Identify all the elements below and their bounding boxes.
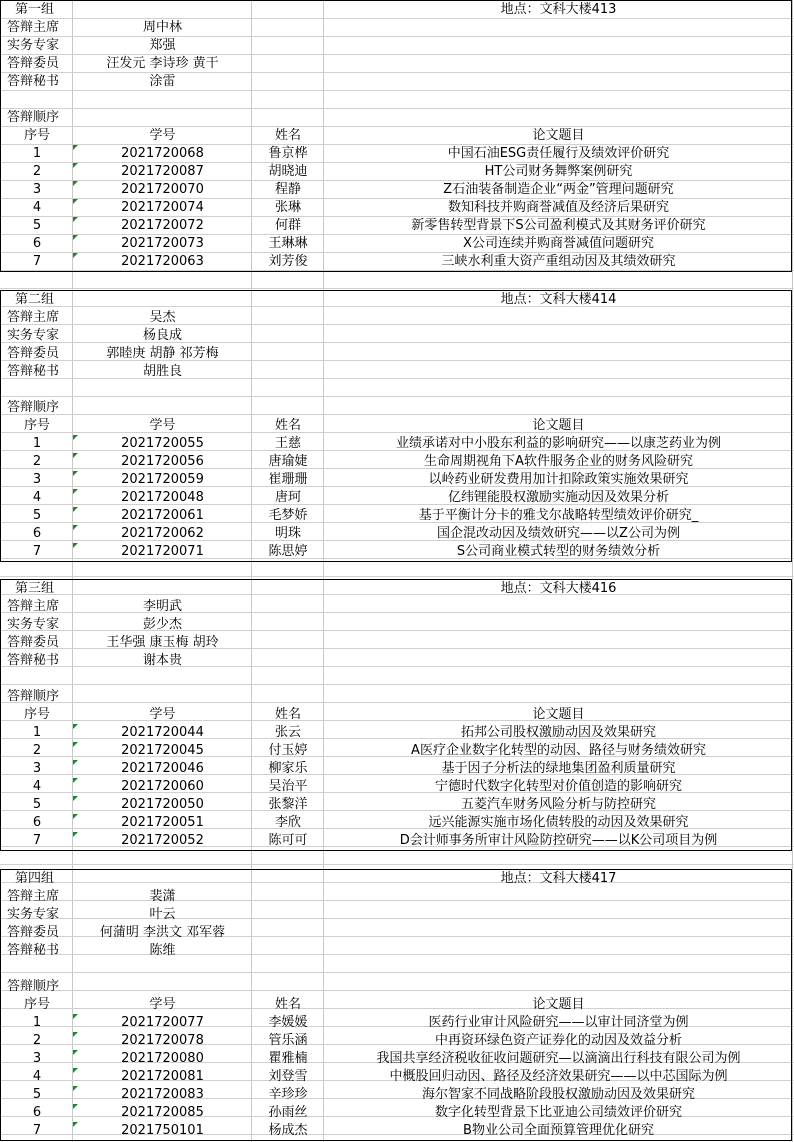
- student-no[interactable]: 3: [32, 761, 42, 776]
- order-label[interactable]: 答辩顺序: [7, 979, 60, 994]
- chair-row: [1, 309, 793, 327]
- student-no[interactable]: 6: [32, 236, 42, 251]
- student-row: [1, 814, 793, 832]
- column-header-row: [1, 417, 793, 435]
- student-name[interactable]: 李媛媛: [268, 1015, 308, 1030]
- thesis-title[interactable]: 五菱汽车财务风险分析与防控研究: [460, 797, 656, 812]
- defense-group: [0, 869, 792, 1141]
- student-row: [1, 525, 793, 543]
- student-row: [1, 453, 793, 471]
- defense-group: [0, 579, 792, 851]
- secretary-row: [1, 73, 793, 91]
- student-id[interactable]: 2021720070: [121, 182, 204, 197]
- student-name[interactable]: 刘芳俊: [268, 254, 308, 269]
- members-value[interactable]: 汪发元 李诗珍 黄干: [106, 56, 219, 71]
- col-header-no[interactable]: 序号: [23, 418, 50, 433]
- student-name[interactable]: 张黎洋: [268, 797, 308, 812]
- student-row: [1, 778, 793, 796]
- student-row: [1, 1032, 793, 1050]
- thesis-title[interactable]: HT公司财务舞弊案例研究: [484, 164, 633, 179]
- student-no[interactable]: 5: [32, 797, 42, 812]
- secretary-value[interactable]: 陈维: [149, 943, 176, 958]
- secretary-label[interactable]: 答辩秘书: [7, 943, 60, 958]
- student-row: [1, 1122, 793, 1140]
- student-name[interactable]: 王琳琳: [268, 236, 308, 251]
- group-header-row: [1, 580, 793, 598]
- expert-label[interactable]: 实务专家: [7, 38, 60, 53]
- student-name[interactable]: 张琳: [274, 200, 301, 215]
- chair-value[interactable]: 裴潇: [149, 889, 176, 904]
- chair-value[interactable]: 周中林: [142, 20, 182, 35]
- thesis-title[interactable]: 以岭药业研发费用加计扣除政策实施效果研究: [428, 472, 689, 487]
- student-row: [1, 1050, 793, 1068]
- thesis-title[interactable]: 远兴能源实施市场化债转股的动因及效果研究: [428, 815, 689, 830]
- thesis-title[interactable]: 中概股回归动因、路径及经济效果研究——以中芯国际为例: [389, 1069, 728, 1084]
- student-row: [1, 435, 793, 453]
- thesis-title[interactable]: 数字化转型背景下比亚迪公司绩效评价研究: [434, 1105, 682, 1120]
- student-name[interactable]: 陈可可: [268, 833, 308, 848]
- student-no[interactable]: 7: [32, 254, 42, 269]
- thesis-title[interactable]: 医药行业审计风险研究——以审计同济堂为例: [428, 1015, 689, 1030]
- thesis-title[interactable]: 海尔智家不同战略阶段股权激励动因及效果研究: [421, 1087, 695, 1102]
- student-id[interactable]: 2021720083: [121, 1087, 204, 1102]
- student-no[interactable]: 5: [32, 218, 42, 233]
- thesis-title[interactable]: 我国共享经济税收征收问题研究—以滴滴出行科技有限公司为例: [376, 1051, 741, 1066]
- student-name[interactable]: 瞿雅楠: [268, 1051, 308, 1066]
- student-name[interactable]: 张云: [274, 725, 301, 740]
- student-id[interactable]: 2021720073: [121, 236, 204, 251]
- student-name[interactable]: 李欣: [274, 815, 301, 830]
- members-value[interactable]: 何蒲明 李洪文 邓军蓉: [99, 925, 226, 940]
- student-name[interactable]: 王慈: [274, 436, 301, 451]
- group-location[interactable]: 地点：文科大楼414: [500, 292, 617, 307]
- student-no[interactable]: 5: [32, 508, 42, 523]
- col-header-no[interactable]: 序号: [23, 997, 50, 1012]
- thesis-title[interactable]: 基于因子分析法的绿地集团盈利质量研究: [441, 761, 676, 776]
- student-no[interactable]: 4: [32, 200, 42, 215]
- student-id[interactable]: 2021720044: [121, 725, 204, 740]
- thesis-title[interactable]: S公司商业模式转型的财务绩效分析: [456, 544, 661, 559]
- student-id[interactable]: 2021720078: [121, 1033, 204, 1048]
- group-name[interactable]: 第四组: [15, 871, 55, 886]
- student-name[interactable]: 付玉婷: [268, 743, 308, 758]
- thesis-title[interactable]: 三峡水利重大资产重组动因及其绩效研究: [441, 254, 676, 269]
- expert-row: [1, 37, 793, 55]
- student-row: [1, 742, 793, 760]
- group-header-row: [1, 870, 793, 888]
- thesis-title[interactable]: 生命周期视角下A软件服务企业的财务风险研究: [424, 454, 693, 469]
- thesis-title[interactable]: 数知科技并购商誉减值及经济后果研究: [447, 200, 669, 215]
- thesis-title[interactable]: B物业公司全面预算管理优化研究: [463, 1123, 654, 1138]
- student-no[interactable]: 6: [32, 815, 42, 830]
- chair-value[interactable]: 李明武: [142, 599, 182, 614]
- student-no[interactable]: 7: [32, 833, 42, 848]
- student-row: [1, 796, 793, 814]
- student-row: [1, 760, 793, 778]
- student-row: [1, 489, 793, 507]
- col-header-name[interactable]: 姓名: [274, 418, 301, 433]
- student-no[interactable]: 2: [32, 164, 42, 179]
- student-name[interactable]: 管乐涵: [268, 1033, 308, 1048]
- student-name[interactable]: 杨成杰: [268, 1123, 308, 1138]
- defense-group: [0, 290, 792, 562]
- expert-row: [1, 327, 793, 345]
- student-no[interactable]: 3: [32, 182, 42, 197]
- student-row: [1, 1014, 793, 1032]
- student-name[interactable]: 吴治平: [268, 779, 308, 794]
- thesis-title[interactable]: 基于平衡计分卡的雅戈尔战略转型绩效评价研究_: [418, 508, 699, 523]
- student-row: [1, 253, 793, 271]
- thesis-title[interactable]: 中国石油ESG责任履行及绩效评价研究: [447, 146, 670, 161]
- secretary-row: [1, 942, 793, 960]
- student-id[interactable]: 2021720061: [121, 508, 204, 523]
- chair-label[interactable]: 答辩主席: [7, 310, 60, 325]
- student-id[interactable]: 2021720056: [121, 454, 204, 469]
- student-name[interactable]: 程静: [274, 182, 301, 197]
- group-location[interactable]: 地点：文科大楼417: [500, 871, 617, 886]
- group-location[interactable]: 地点：文科大楼416: [500, 581, 617, 596]
- group-header-row: [1, 291, 793, 309]
- student-no[interactable]: 6: [32, 526, 42, 541]
- student-id[interactable]: 2021720052: [121, 833, 204, 848]
- student-id[interactable]: 2021720048: [121, 490, 204, 505]
- col-header-id[interactable]: 学号: [149, 128, 176, 143]
- student-name[interactable]: 鲁京桦: [268, 146, 308, 161]
- group-header-row: [1, 1, 793, 19]
- student-name[interactable]: 唐瑜婕: [268, 454, 308, 469]
- col-header-id[interactable]: 学号: [149, 418, 176, 433]
- members-row: [1, 634, 793, 652]
- order-label[interactable]: 答辩顺序: [7, 689, 60, 704]
- student-id[interactable]: 2021720077: [121, 1015, 204, 1030]
- student-row: [1, 507, 793, 525]
- expert-value[interactable]: 彭少杰: [142, 617, 182, 632]
- student-no[interactable]: 5: [32, 1087, 42, 1102]
- student-id[interactable]: 2021720071: [121, 544, 204, 559]
- col-header-name[interactable]: 姓名: [274, 707, 301, 722]
- student-no[interactable]: 4: [32, 1069, 42, 1084]
- col-header-name[interactable]: 姓名: [274, 997, 301, 1012]
- chair-row: [1, 598, 793, 616]
- student-row: [1, 543, 793, 561]
- secretary-value[interactable]: 胡胜良: [142, 364, 182, 379]
- student-name[interactable]: 唐珂: [274, 490, 301, 505]
- secretary-label[interactable]: 答辩秘书: [7, 74, 60, 89]
- student-row: [1, 199, 793, 217]
- thesis-title[interactable]: Z石油装备制造企业“两金”管理问题研究: [443, 182, 674, 197]
- thesis-title[interactable]: 拓邦公司股权激励动因及效果研究: [460, 725, 656, 740]
- members-row: [1, 924, 793, 942]
- secretary-value[interactable]: 谢本贵: [142, 653, 182, 668]
- col-header-title[interactable]: 论文题目: [532, 707, 585, 722]
- student-name[interactable]: 何群: [274, 218, 301, 233]
- secretary-label[interactable]: 答辩秘书: [7, 653, 60, 668]
- thesis-title[interactable]: 亿纬锂能股权激励实施动因及效果分析: [447, 490, 669, 505]
- student-no[interactable]: 3: [32, 472, 42, 487]
- col-header-no[interactable]: 序号: [23, 707, 50, 722]
- expert-label[interactable]: 实务专家: [7, 907, 60, 922]
- column-header-row: [1, 996, 793, 1014]
- student-no[interactable]: 2: [32, 1033, 42, 1048]
- thesis-title[interactable]: 新零售转型背景下S公司盈利模式及其财务评价研究: [411, 218, 706, 233]
- student-name[interactable]: 柳家乐: [268, 761, 308, 776]
- student-row: [1, 1086, 793, 1104]
- student-no[interactable]: 2: [32, 454, 42, 469]
- thesis-title[interactable]: 业绩承诺对中小股东利益的影响研究——以康芝药业为例: [395, 436, 721, 451]
- student-row: [1, 1104, 793, 1122]
- student-name[interactable]: 刘登雪: [268, 1069, 308, 1084]
- secretary-row: [1, 363, 793, 381]
- members-label[interactable]: 答辩委员: [7, 346, 60, 361]
- student-row: [1, 471, 793, 489]
- student-row: [1, 145, 793, 163]
- col-header-name[interactable]: 姓名: [274, 128, 301, 143]
- student-name[interactable]: 崔珊珊: [268, 472, 308, 487]
- column-header-row: [1, 706, 793, 724]
- gridline: [0, 864, 794, 865]
- order-row: [1, 978, 793, 996]
- thesis-title[interactable]: A医疗企业数字化转型的动因、路径与财务绩效研究: [411, 743, 706, 758]
- group-location[interactable]: 地点：文科大楼413: [500, 2, 617, 17]
- student-no[interactable]: 1: [32, 436, 42, 451]
- secretary-value[interactable]: 涂雷: [149, 74, 176, 89]
- student-id[interactable]: 2021720080: [121, 1051, 204, 1066]
- student-row: [1, 163, 793, 181]
- col-header-id[interactable]: 学号: [149, 997, 176, 1012]
- thesis-title[interactable]: X公司连续并购商誉减值问题研究: [463, 236, 654, 251]
- chair-value[interactable]: 吴杰: [149, 310, 176, 325]
- student-id[interactable]: 2021720063: [121, 254, 204, 269]
- student-no[interactable]: 1: [32, 725, 42, 740]
- expert-row: [1, 906, 793, 924]
- gridline: [0, 288, 794, 289]
- members-label[interactable]: 答辩委员: [7, 635, 60, 650]
- student-row: [1, 181, 793, 199]
- chair-row: [1, 19, 793, 37]
- members-row: [1, 55, 793, 73]
- group-name[interactable]: 第一组: [15, 2, 55, 17]
- student-no[interactable]: 4: [32, 490, 42, 505]
- column-header-row: [1, 127, 793, 145]
- student-no[interactable]: 7: [32, 544, 42, 559]
- thesis-title[interactable]: D会计师事务所审计风险防控研究——以K公司项目为例: [399, 833, 718, 848]
- student-no[interactable]: 4: [32, 779, 42, 794]
- student-id[interactable]: 2021720081: [121, 1069, 204, 1084]
- student-name[interactable]: 明珠: [274, 526, 301, 541]
- col-header-no[interactable]: 序号: [23, 128, 50, 143]
- members-value[interactable]: 王华强 康玉梅 胡玲: [106, 635, 219, 650]
- members-value[interactable]: 郭睦庚 胡静 祁芳梅: [106, 346, 219, 361]
- student-name[interactable]: 胡晓迪: [268, 164, 308, 179]
- student-id[interactable]: 2021720072: [121, 218, 204, 233]
- student-no[interactable]: 7: [32, 1123, 42, 1138]
- chair-label[interactable]: 答辩主席: [7, 889, 60, 904]
- thesis-title[interactable]: 中再资环绿色资产证券化的动因及效益分析: [434, 1033, 682, 1048]
- expert-row: [1, 616, 793, 634]
- order-label[interactable]: 答辩顺序: [7, 110, 60, 125]
- thesis-title[interactable]: 宁德时代数字化转型对价值创造的影响研究: [434, 779, 682, 794]
- student-id[interactable]: 2021720045: [121, 743, 204, 758]
- col-header-title[interactable]: 论文题目: [532, 997, 585, 1012]
- student-no[interactable]: 1: [32, 146, 42, 161]
- student-row: [1, 217, 793, 235]
- student-id[interactable]: 2021720059: [121, 472, 204, 487]
- secretary-row: [1, 652, 793, 670]
- student-no[interactable]: 1: [32, 1015, 42, 1030]
- order-row: [1, 109, 793, 127]
- student-id[interactable]: 2021720051: [121, 815, 204, 830]
- student-id[interactable]: 2021720060: [121, 779, 204, 794]
- student-id[interactable]: 2021750101: [121, 1123, 204, 1138]
- student-name[interactable]: 辛珍珍: [268, 1087, 308, 1102]
- expert-value[interactable]: 杨良成: [142, 328, 182, 343]
- order-row: [1, 688, 793, 706]
- expert-label[interactable]: 实务专家: [7, 328, 60, 343]
- student-id[interactable]: 2021720046: [121, 761, 204, 776]
- members-label[interactable]: 答辩委员: [7, 925, 60, 940]
- order-row: [1, 399, 793, 417]
- student-name[interactable]: 陈思婷: [268, 544, 308, 559]
- student-id[interactable]: 2021720085: [121, 1105, 204, 1120]
- order-label[interactable]: 答辩顺序: [7, 400, 60, 415]
- group-name[interactable]: 第三组: [15, 581, 55, 596]
- chair-row: [1, 888, 793, 906]
- student-id[interactable]: 2021720074: [121, 200, 204, 215]
- chair-label[interactable]: 答辩主席: [7, 20, 60, 35]
- student-name[interactable]: 孙雨丝: [268, 1105, 308, 1120]
- student-id[interactable]: 2021720087: [121, 164, 204, 179]
- members-label[interactable]: 答辩委员: [7, 56, 60, 71]
- secretary-label[interactable]: 答辩秘书: [7, 364, 60, 379]
- student-name[interactable]: 毛梦娇: [268, 508, 308, 523]
- members-row: [1, 345, 793, 363]
- student-no[interactable]: 3: [32, 1051, 42, 1066]
- student-id[interactable]: 2021720068: [121, 146, 204, 161]
- student-no[interactable]: 2: [32, 743, 42, 758]
- col-header-id[interactable]: 学号: [149, 707, 176, 722]
- gridline: [0, 576, 794, 577]
- student-no[interactable]: 6: [32, 1105, 42, 1120]
- student-row: [1, 235, 793, 253]
- student-row: [1, 832, 793, 850]
- defense-group: [0, 0, 792, 272]
- expert-value[interactable]: 叶云: [149, 907, 176, 922]
- chair-label[interactable]: 答辩主席: [7, 599, 60, 614]
- expert-label[interactable]: 实务专家: [7, 617, 60, 632]
- student-id[interactable]: 2021720055: [121, 436, 204, 451]
- group-name[interactable]: 第二组: [15, 292, 55, 307]
- expert-value[interactable]: 郑强: [149, 38, 176, 53]
- col-header-title[interactable]: 论文题目: [532, 128, 585, 143]
- student-id[interactable]: 2021720050: [121, 797, 204, 812]
- col-header-title[interactable]: 论文题目: [532, 418, 585, 433]
- thesis-title[interactable]: 国企混改动因及绩效研究——以Z公司为例: [437, 526, 680, 541]
- student-row: [1, 1068, 793, 1086]
- student-row: [1, 724, 793, 742]
- student-id[interactable]: 2021720062: [121, 526, 204, 541]
